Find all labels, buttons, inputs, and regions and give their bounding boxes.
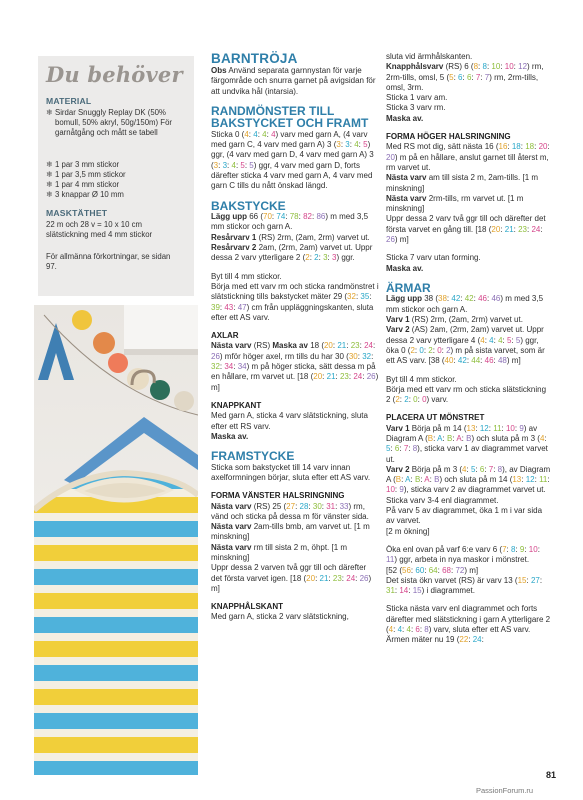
pattern-column-1: BARNTRÖJA Obs Använd separata garnnystan för varje färgområde och snurra garnet på avigsidan för att undvika hål (intarsia). RANDMÖNSTER TILL BAKSTYCKET OCH FRAMT Sticka 0 (4: 4: 4: 4) varv med garn A, (4 varv med garn C, 4 varv med garn A) 3 (3: 3: 4: 5) ggr, (4 varv med garn D, 4 varv med garn A) 3 (3: 3: 4: 5: 5) ggr, 4 varv med garn D, forts därefter sticka 4 varv med garn A, 4 varv med garn C tills du nått önskad längd. BAKSTYCKE Lägg upp 66 (70: 74: 78: 82: 86) m med 3,5 mm stickor och garn A. Resårvarv 1 (RS) 2rm, (2am, 2rm) varvet ut. Resårvarv 2 2am, (2rm, 2am) varvet ut. Uppr dessa 2 varv ytterligare 2 (2: 2: 3: 3) ggr. Byt till 4 mm stickor. Börja med ett varv rm och sticka randmönstret i slätstickning tills bakstycket mäter 29 (32: 35: 39: 43: 47) cm från uppläggningskanten, sluta efter ett AS varv. AXLAR Nästa varv (RS) Maska av 18 (20: 21: 23: 24: 26) mför höger axel, rm tills du har 30 (30: 32: 32: 34: 34) m på höger sticka, sätt dessa m på en hållare, rm varvet ut. [18 (20: 21: 23: 24: 26) m] KNAPPKANT Med garn A, sticka 4 varv slätstickning, sluta efter ett RS varv. Maska av. FRAMSTYCKE Sticka som bakstycket till 14 varv innan axelformningen börjar, sluta efter ett AS varv. FORMA VÄNSTER HALSRINGNING Nästa varv (RS) 25 (27: 28: 30: 31: 33) rm, vänd och sticka på dessa m för vänster sida. Nästa varv 2am-tills bmb, am varvet ut. [1 m minskning] Nästa varv rm till sista 2 m, öhpt. [1 m minskning] Uppr dessa 2 varven två ggr till och därefter det första varvet igen. [18 (20: 21: 23: 24: 26) m] KNAPPHÅLSKANT Med garn A, sticka 2 varv slätstickning, xyxy=(211,51,379,622)
gauge-text: 22 m och 28 v = 10 x 10 cm slätstickning med 4 mm stickor xyxy=(46,220,153,239)
heading-framstycke: FRAMSTYCKE xyxy=(211,449,295,464)
material-item-4: 1 par 4 mm stickor xyxy=(55,180,120,189)
watermark-text: PassionForum.ru xyxy=(476,786,534,795)
material-heading: MATERIAL xyxy=(46,96,92,106)
heading-armar: ÄRMAR xyxy=(386,280,431,295)
material-item-1: Sirdar Snuggly Replay DK (50% bomull, 50% akryl, 50g/150m) För garnåtgång och mått se tabell xyxy=(55,108,173,137)
page-number: 81 xyxy=(546,770,557,780)
heading-barntroja: BARNTRÖJA xyxy=(211,51,298,66)
sweater-photo xyxy=(34,305,198,775)
heading-forma-vanster: FORMA VÄNSTER HALSRINGNING xyxy=(211,491,345,501)
material-item-3: 1 par 3,5 mm stickor xyxy=(55,170,126,179)
abbreviations-text: För allmänna förkortningar, se sidan 97. xyxy=(46,252,171,271)
snowflake-bullet-icon: ❄ xyxy=(46,170,53,179)
heading-forma-hoger: FORMA HÖGER HALSRINGNING xyxy=(386,132,511,142)
materials-box xyxy=(38,56,194,296)
heading-knapphalskant: KNAPPHÅLSKANT xyxy=(211,602,283,612)
heading-randmonster: RANDMÖNSTER TILL BAKSTYCKET OCH FRAMT xyxy=(211,103,369,131)
heading-axlar: AXLAR xyxy=(211,331,239,341)
heading-placera: PLACERA UT MÖNSTRET xyxy=(386,413,485,423)
snowflake-bullet-icon: ❄ xyxy=(46,180,53,189)
material-item-5: 3 knappar Ø 10 mm xyxy=(55,190,124,199)
snowflake-bullet-icon: ❄ xyxy=(46,190,53,199)
heading-knappkant: KNAPPKANT xyxy=(211,400,262,410)
material-item-2: 1 par 3 mm stickor xyxy=(55,160,120,169)
heading-bakstycke: BAKSTYCKE xyxy=(211,198,286,213)
materials-title: Du behöver xyxy=(46,62,183,87)
pattern-column-2: sluta vid ärmhålskanten. Knapphålsvarv (RS) 6 (8: 8: 10: 10: 12) rm, 2rm-tills, omsl, 5 (5: 6: 6: 7: 7) rm, 2rm-tills, omsl, 3rm. Sticka 1 varv am. Sticka 3 varv rm. Maska av. FORMA HÖGER HALSRINGNING Med RS mot dig, sätt nästa 16 (16: 18: 18: 20: 20) m på en hållare, anslut garnet till återst m, rm varvet ut. Nästa varv am till sista 2 m, 2am-tills. [1 m minskning] Nästa varv 2rm-tills, rm varvet ut. [1 m minskning] Uppr dessa 2 varv två ggr till och därefter det första varvet en gång till. [18 (20: 21: 23: 24: 26) m] Sticka 7 varv utan forming. Maska av. ÄRMAR Lägg upp 38 (38: 42: 42: 46: 46) m med 3,5 mm stickor och garn A. Varv 1 (RS) 2rm, (2am, 2rm) varvet ut. Varv 2 (AS) 2am, (2rm, 2am) varvet ut. Uppr dessa 2 varv ytterligare 4 (4: 4: 4: 5: 5) ggr, öka 0 (2: 0: 2: 0: 2) m på sista varvet, som är ett AS varv. [38 (40: 42: 44: 46: 48) m] Byt till 4 mm stickor. Börja med ett varv rm och sticka slätstickning 2 (2: 2: 0: 0) varv. PLACERA UT MÖNSTRET Varv 1 Börja på m 14 (13: 12: 11: 10: 9) av Diagram A (B: A: B: A: B) och sluta på m 3 (4: 5: 6: 7: 8), sticka varv 1 av diagrammet varvet ut. Varv 2 Börja på m 3 (4: 5: 6: 7: 8), av Diagram A (B: A: B: A: B) och sluta på m 14 (13: 12: 11: 10: 9), sticka varv 2 av diagrammet varvet ut. Sticka varv 3-4 enl diagrammet. På varv 5 av diagrammet, öka 1 m i var sida av varvet. [2 m ökning] Öka enl ovan på varf 6:e varv 6 (7: 8: 9: 10: 11) ggr, arbeta in nya maskor i mönstret. [52 (56: 60: 64: 68: 72) m] Det sista ökn varvet (RS) är varv 13 (15: 27: 31: 14: 15) i diagrammet. Sticka nästa varv enl diagrammet och forts därefter med slätstickning i garn A ytterligare 2 (4: 4: 4: 6: 8) varv, sluta efter ett AS varv. Ärmen mäter nu 19 (22: 24: xyxy=(386,52,551,645)
gauge-heading: MASKTÄTHET xyxy=(46,208,108,218)
snowflake-bullet-icon: ❄ xyxy=(46,108,53,117)
snowflake-bullet-icon: ❄ xyxy=(46,160,53,169)
